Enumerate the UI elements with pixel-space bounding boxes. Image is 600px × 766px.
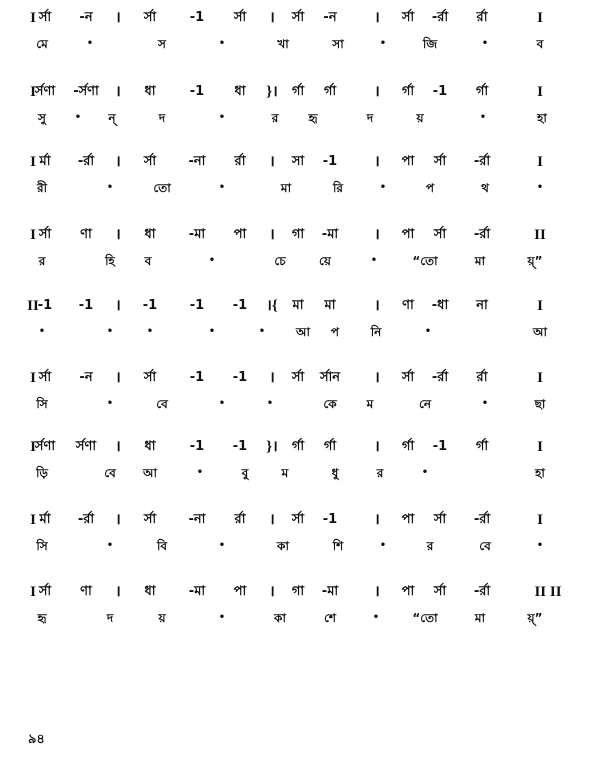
lyric-syllable: হা — [537, 111, 547, 125]
lyric-hold-dot: • — [218, 612, 226, 623]
lyric-hold-dot: • — [536, 540, 544, 551]
swara-note: পা — [401, 154, 415, 169]
barline: I — [30, 584, 36, 600]
notation-line-3 — [0, 152, 600, 172]
barline: II — [534, 227, 546, 243]
swara-note: র্গা — [475, 439, 489, 454]
swara-note: র্গা — [323, 439, 337, 454]
lyric-syllable: বে — [104, 466, 116, 480]
lyric-syllable: কে — [323, 397, 337, 411]
barline: I — [537, 84, 543, 100]
lyric-line-4 — [0, 251, 600, 271]
barline: । — [374, 154, 380, 170]
barline: । — [374, 370, 380, 386]
swara-note: পা — [401, 584, 415, 599]
lyric-hold-dot: • — [218, 112, 226, 123]
swara-note: -র্রা — [431, 370, 449, 385]
swara-note: গা — [291, 584, 305, 599]
swara-note: ধা — [144, 439, 156, 454]
lyric-line-9 — [0, 608, 600, 628]
lyric-syllable: র — [271, 111, 279, 125]
swara-note: র্সণা — [34, 84, 56, 99]
swara-note: -র্রা — [473, 512, 491, 527]
lyric-hold-dot: • — [379, 540, 387, 551]
page-number: ৯৪ — [28, 732, 45, 747]
swara-note: -1 — [78, 298, 94, 313]
notation-line-7 — [0, 437, 600, 457]
lyric-hold-dot: • — [379, 38, 387, 49]
barline: । — [374, 512, 380, 528]
lyric-syllable: সা — [332, 37, 344, 51]
swara-note: না — [476, 298, 488, 313]
barline: I — [30, 370, 36, 386]
swara-note: র্রা — [476, 10, 488, 25]
swara-note: র্সা — [433, 227, 447, 242]
barline: I — [537, 154, 543, 170]
swara-note: ণা — [80, 227, 92, 242]
swara-note: ণা — [80, 584, 92, 599]
notation-line-5 — [0, 296, 600, 316]
swara-note: -মা — [321, 584, 339, 599]
swara-note: ধা — [144, 84, 156, 99]
barline: I — [537, 512, 543, 528]
lyric-syllable: ছা — [534, 397, 546, 411]
swara-note: পা — [401, 227, 415, 242]
lyric-syllable: প — [330, 325, 340, 339]
lyric-syllable: মা — [474, 611, 486, 625]
swara-note: -1 — [189, 439, 205, 454]
barline: । — [115, 84, 121, 100]
lyric-syllable: হৃ — [308, 111, 318, 125]
barline: I — [30, 154, 36, 170]
swara-note: -1 — [142, 298, 158, 313]
lyric-syllable: ন্ — [108, 111, 116, 125]
lyric-syllable: রি — [332, 181, 344, 195]
barline: । — [269, 584, 275, 600]
lyric-line-5 — [0, 322, 600, 342]
swara-note: র্গা — [401, 439, 415, 454]
barline: । — [269, 10, 275, 26]
swara-note: -ন — [79, 10, 93, 25]
barline: । — [269, 154, 275, 170]
lyric-hold-dot: • — [38, 326, 46, 337]
swara-note: র্সা — [38, 370, 52, 385]
lyric-syllable: আ — [533, 325, 547, 339]
barline: । — [115, 298, 121, 314]
swara-note: -র্রা — [77, 154, 95, 169]
lyric-syllable: সি — [36, 397, 48, 411]
lyric-syllable: আ — [296, 325, 310, 339]
notation-line-8 — [0, 510, 600, 530]
swara-note: র্সণা — [75, 439, 97, 454]
swara-note: র্সা — [143, 10, 157, 25]
barline: I — [537, 439, 543, 455]
swara-note: র্সা — [291, 10, 305, 25]
lyric-syllable: মে — [36, 37, 48, 51]
swara-note: -মা — [321, 227, 339, 242]
swara-note: -1 — [37, 298, 53, 313]
barline: । — [374, 227, 380, 243]
swara-note: -ন — [79, 370, 93, 385]
swara-note: ধা — [144, 584, 156, 599]
lyric-hold-dot: • — [218, 540, 226, 551]
lyric-hold-dot: • — [424, 326, 432, 337]
swara-note: -র্রা — [77, 512, 95, 527]
swara-note: র্সা — [433, 512, 447, 527]
lyric-hold-dot: • — [106, 182, 114, 193]
swara-note: পা — [401, 512, 415, 527]
swara-note: -1 — [322, 512, 338, 527]
lyric-syllable: হি — [105, 254, 115, 268]
lyric-syllable: ম — [281, 466, 289, 480]
lyric-hold-dot: • — [479, 112, 487, 123]
notation-line-6 — [0, 368, 600, 388]
lyric-line-6 — [0, 394, 600, 414]
swara-note: র্গা — [291, 84, 305, 99]
barline: । — [115, 439, 121, 455]
swara-note: র্সা — [143, 154, 157, 169]
lyric-syllable: আ — [143, 466, 157, 480]
lyric-syllable: সু — [38, 111, 46, 125]
barline: II — [27, 298, 39, 314]
lyric-syllable: ব — [144, 254, 152, 268]
barline: I — [30, 439, 36, 455]
swara-note: -র্রা — [473, 227, 491, 242]
barline: । — [374, 10, 380, 26]
lyric-hold-dot: • — [106, 326, 114, 337]
lyric-syllable: বু — [241, 466, 249, 480]
lyric-syllable: খা — [277, 37, 289, 51]
swara-note: র্গা — [475, 84, 489, 99]
swara-note: র্রা — [476, 370, 488, 385]
lyric-hold-dot: • — [74, 112, 82, 123]
lyric-syllable: স — [158, 37, 166, 51]
lyric-syllable: মা — [474, 254, 486, 268]
lyric-hold-dot: • — [196, 467, 204, 478]
lyric-line-8 — [0, 536, 600, 556]
barline: । — [269, 227, 275, 243]
lyric-syllable: “তো — [412, 254, 438, 268]
lyric-syllable: বে — [479, 539, 491, 553]
lyric-syllable: দ — [366, 111, 374, 125]
lyric-syllable: তো — [153, 181, 171, 195]
swara-note: -1 — [189, 10, 205, 25]
swara-note: -1 — [432, 439, 448, 454]
swara-note: পা — [233, 584, 247, 599]
swara-note: -1 — [189, 370, 205, 385]
barline: । — [115, 512, 121, 528]
swara-note: -1 — [232, 370, 248, 385]
lyric-hold-dot: • — [218, 182, 226, 193]
lyric-hold-dot: • — [379, 182, 387, 193]
swara-note: পা — [233, 227, 247, 242]
lyric-hold-dot: • — [372, 612, 380, 623]
swara-note: -1 — [232, 298, 248, 313]
swara-note: -ধা — [431, 298, 449, 313]
swara-note: র্মা — [39, 512, 51, 527]
barline: I — [30, 84, 36, 100]
swara-note: -র্রা — [431, 10, 449, 25]
barline: II II — [534, 584, 562, 600]
lyric-syllable: য় — [416, 111, 424, 125]
swara-note: -র্রা — [473, 154, 491, 169]
swara-note: মা — [292, 298, 304, 313]
barline: । — [374, 584, 380, 600]
notation-line-9 — [0, 582, 600, 602]
lyric-hold-dot: • — [146, 326, 154, 337]
swara-note: ধা — [234, 84, 246, 99]
barline: }। — [266, 439, 278, 455]
swara-note: -1 — [322, 154, 338, 169]
barline: I — [30, 512, 36, 528]
lyric-syllable: দ — [106, 611, 114, 625]
lyric-hold-dot: • — [106, 398, 114, 409]
lyric-hold-dot: • — [106, 540, 114, 551]
swara-note: মা — [324, 298, 336, 313]
notation-line-4 — [0, 225, 600, 245]
barline: । — [115, 370, 121, 386]
lyric-syllable: থ — [481, 181, 489, 195]
swara-note: -1 — [189, 298, 205, 313]
swara-note: র্সা — [291, 512, 305, 527]
lyric-syllable: “তো — [412, 611, 438, 625]
lyric-hold-dot: • — [258, 326, 266, 337]
barline: I — [537, 10, 543, 26]
lyric-syllable: য় — [158, 611, 166, 625]
lyric-line-3 — [0, 178, 600, 198]
swara-note: র্সা — [401, 10, 415, 25]
swara-note: ধা — [144, 227, 156, 242]
swara-note: র্সা — [143, 370, 157, 385]
lyric-syllable: শে — [324, 611, 336, 625]
lyric-syllable: ম — [366, 397, 374, 411]
barline: । — [115, 154, 121, 170]
lyric-line-7 — [0, 463, 600, 483]
lyric-syllable: শি — [332, 539, 344, 553]
swara-note: -মা — [188, 584, 206, 599]
lyric-syllable: ব — [536, 37, 544, 51]
swara-note: র্সা — [38, 10, 52, 25]
swara-note: র্সা — [38, 584, 52, 599]
lyric-syllable: য়্” — [527, 254, 543, 268]
barline: । — [374, 84, 380, 100]
swara-note: র্সা — [291, 370, 305, 385]
swara-note: র্মা — [39, 154, 51, 169]
barline: I — [537, 298, 543, 314]
lyric-syllable: নি — [370, 325, 382, 339]
swara-note: র্রা — [234, 512, 246, 527]
swara-note: র্সা — [233, 10, 247, 25]
swara-note: র্সা — [38, 227, 52, 242]
lyric-syllable: র — [426, 539, 434, 553]
lyric-hold-dot: • — [266, 398, 274, 409]
notation-line-1 — [0, 8, 600, 28]
lyric-syllable: জি — [422, 37, 438, 51]
barline: }। — [266, 84, 278, 100]
lyric-syllable: র — [38, 254, 46, 268]
swara-note: -মা — [188, 227, 206, 242]
barline: I — [30, 10, 36, 26]
barline: । — [269, 512, 275, 528]
swara-note: র্সা — [401, 370, 415, 385]
swara-note: র্গা — [323, 84, 337, 99]
barline: । — [374, 298, 380, 314]
barline: । — [374, 439, 380, 455]
swara-note: -র্সণা — [73, 84, 99, 99]
lyric-syllable: প — [425, 181, 435, 195]
lyric-line-2 — [0, 108, 600, 128]
lyric-syllable: হা — [535, 466, 545, 480]
lyric-syllable: ড়ি — [35, 466, 49, 480]
lyric-hold-dot: • — [218, 398, 226, 409]
lyric-syllable: রী — [36, 181, 48, 195]
lyric-syllable: র — [376, 466, 384, 480]
swara-note: -না — [188, 154, 206, 169]
swara-note: র্রা — [234, 154, 246, 169]
barline: I — [537, 370, 543, 386]
swara-note: -না — [188, 512, 206, 527]
lyric-syllable: য়ে — [319, 254, 331, 268]
swara-note: র্সণা — [34, 439, 56, 454]
swara-note: সা — [291, 154, 305, 169]
swara-note: র্সা — [433, 154, 447, 169]
barline: । — [115, 227, 121, 243]
lyric-hold-dot: • — [208, 255, 216, 266]
barline: । — [115, 10, 121, 26]
barline: । — [269, 370, 275, 386]
lyric-syllable: চে — [274, 254, 286, 268]
lyric-syllable: সি — [36, 539, 48, 553]
lyric-syllable: কা — [277, 539, 289, 553]
lyric-hold-dot: • — [86, 38, 94, 49]
lyric-hold-dot: • — [370, 255, 378, 266]
swara-note: র্গা — [291, 439, 305, 454]
notation-line-2 — [0, 82, 600, 102]
lyric-hold-dot: • — [536, 182, 544, 193]
swara-note: -1 — [432, 84, 448, 99]
lyric-syllable: মা — [280, 181, 292, 195]
lyric-hold-dot: • — [208, 326, 216, 337]
barline: ।{ — [266, 298, 278, 314]
swara-note: -র্রা — [473, 584, 491, 599]
lyric-hold-dot: • — [481, 398, 489, 409]
lyric-hold-dot: • — [481, 38, 489, 49]
lyric-syllable: কা — [274, 611, 286, 625]
swara-note: র্সা — [433, 584, 447, 599]
lyric-syllable: য়্” — [527, 611, 543, 625]
barline: । — [115, 584, 121, 600]
swara-note: -ন — [323, 10, 337, 25]
swara-note: র্গা — [401, 84, 415, 99]
lyric-syllable: বে — [156, 397, 168, 411]
swara-note: র্সা — [143, 512, 157, 527]
swara-note: র্সান — [319, 370, 341, 385]
barline: I — [30, 227, 36, 243]
lyric-syllable: নে — [418, 397, 432, 411]
lyric-line-1 — [0, 34, 600, 54]
swara-note: গা — [291, 227, 305, 242]
lyric-syllable: দ — [158, 111, 166, 125]
swara-note: ণা — [402, 298, 414, 313]
lyric-syllable: ধু — [331, 466, 339, 480]
lyric-syllable: হৃ — [37, 611, 47, 625]
swara-note: -1 — [232, 439, 248, 454]
lyric-hold-dot: • — [218, 38, 226, 49]
lyric-syllable: বি — [156, 539, 168, 553]
lyric-hold-dot: • — [421, 467, 429, 478]
swara-note: -1 — [189, 84, 205, 99]
